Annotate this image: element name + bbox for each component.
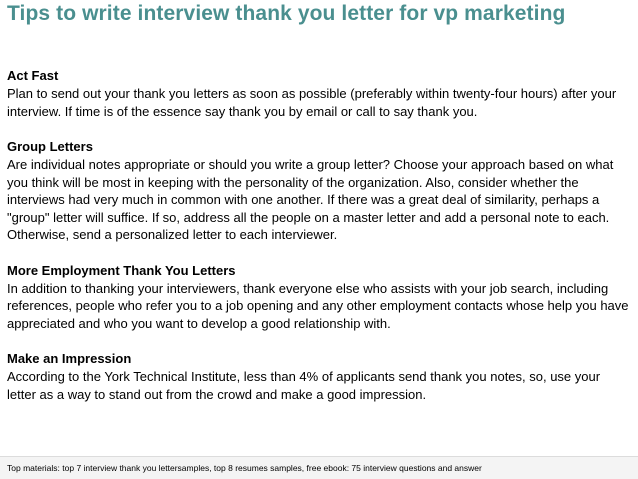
section-make-an-impression bbox=[7, 349, 632, 403]
section-group-letters bbox=[7, 137, 632, 244]
section-body: According to the York Technical Institute, less than 4% of applicants send thank you notes, so, use your letter as a way to stand out from the crowd and make a good impression. bbox=[7, 369, 601, 402]
page-title: Tips to write interview thank you letter for vp marketing bbox=[7, 2, 566, 25]
section-more-employment-thank-you-letters bbox=[7, 261, 632, 333]
section-body: In addition to thanking your interviewers, thank everyone else who assists with your job search, including references, people who refer you to a job opening and any other employment contacts whose help you have appreciated and who you want to develop a good relationship with. bbox=[7, 280, 629, 331]
section-heading: Act Fast bbox=[7, 68, 59, 83]
section-body: Are individual notes appropriate or should you write a group letter? Choose your approach based on what you think will be most in keeping with the personality of the organization. Also, consider whether the interviews had very much in common with one another. If there was a great deal of similarity, perhaps a "group" letter will suffice. If so, address all the people on a master letter and add a personal note to each. Otherwise, send a personalized letter to each interviewer. bbox=[7, 157, 614, 242]
section-heading: Group Letters bbox=[7, 139, 93, 154]
section-act-fast bbox=[7, 66, 632, 120]
section-heading: More Employment Thank You Letters bbox=[7, 262, 236, 278]
footer-text: Top materials: top 7 interview thank you lettersamples, top 8 resumes samples, free ebook: 75 interview questions and answer bbox=[7, 463, 482, 473]
section-body: Plan to send out your thank you letters as soon as possible (preferably within twenty-four hours) after your interview. If time is of the essence say thank you by email or call to say thank you. bbox=[7, 86, 617, 119]
content bbox=[7, 66, 632, 420]
footer-bar bbox=[0, 456, 638, 479]
section-heading: Make an Impression bbox=[7, 351, 132, 366]
